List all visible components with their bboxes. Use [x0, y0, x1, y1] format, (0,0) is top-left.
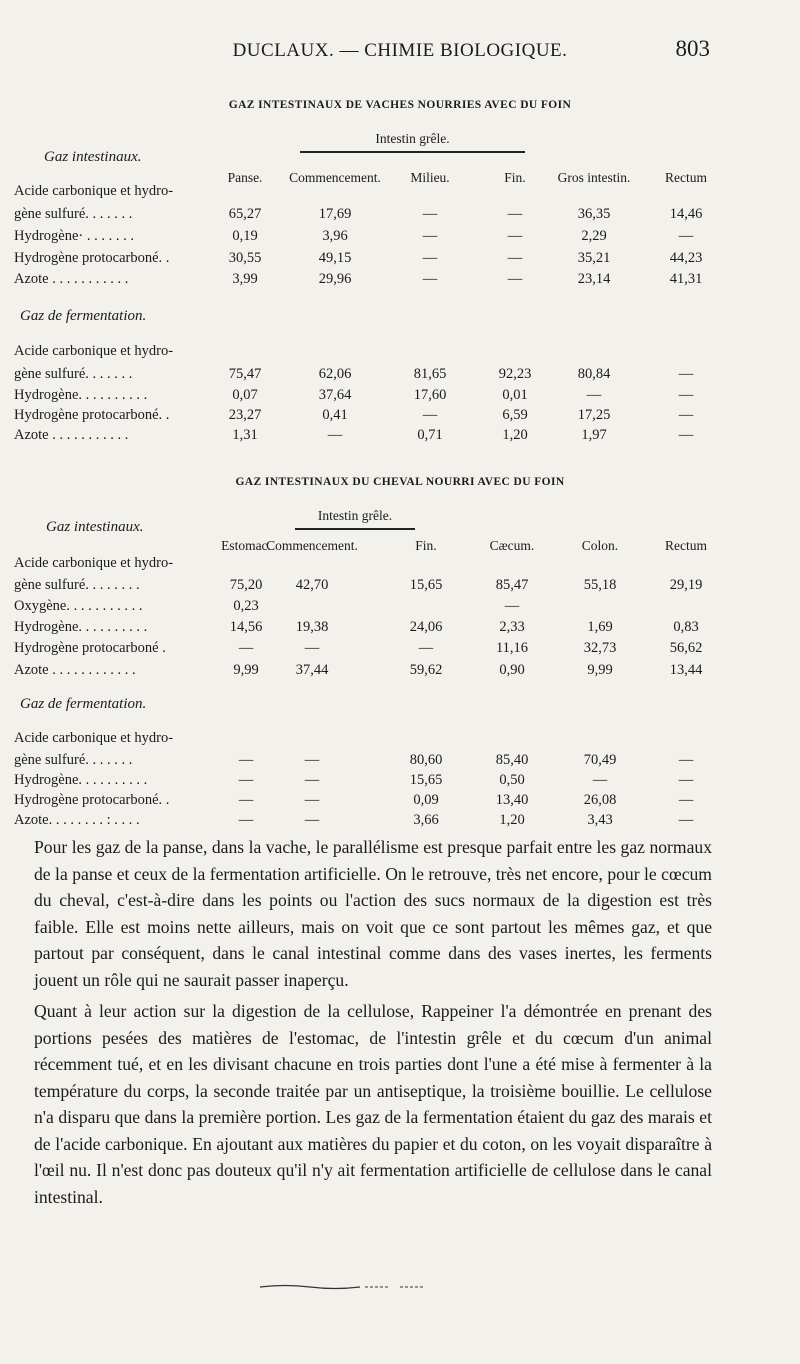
row-label: Acide carbonique et hydro-	[14, 183, 174, 199]
table-cell: 62,06	[318, 366, 352, 382]
table-cell: 41,31	[669, 271, 703, 287]
table-cell: —	[507, 228, 523, 244]
table-cell: 59,62	[409, 662, 443, 678]
row-label: gène sulfuré. . . . . . . .	[14, 577, 140, 593]
row-label: Azote . . . . . . . . . . . .	[14, 662, 136, 678]
table-cell: 11,16	[495, 640, 529, 656]
table-cell: 0,83	[673, 619, 699, 635]
table-cell: —	[418, 640, 434, 656]
row-label: gène sulfuré. . . . . . .	[14, 206, 133, 222]
table-cell: 49,15	[318, 250, 352, 266]
section-label: Gaz de fermentation.	[20, 696, 147, 712]
table-cell: 30,55	[228, 250, 262, 266]
span-label: Intestin grêle.	[317, 508, 393, 523]
table-cell: —	[327, 427, 343, 443]
table-cell: 1,97	[581, 427, 607, 443]
row-label: Acide carbonique et hydro-	[14, 730, 174, 746]
table-cell: 9,99	[233, 662, 259, 678]
column-header: Fin.	[415, 538, 437, 553]
row-label: Hydrogène. . . . . . . . . .	[14, 387, 148, 403]
table-cell: —	[238, 752, 254, 768]
row-label: Hydrogène protocarboné .	[14, 640, 166, 656]
table-cell: 75,47	[228, 366, 262, 382]
table-cell: 44,23	[669, 250, 703, 266]
table-cell: 0,50	[499, 772, 525, 788]
column-header: Rectum	[665, 538, 707, 553]
row-label: Hydrogène. . . . . . . . . .	[14, 772, 148, 788]
row-label: Hydrogène· . . . . . . .	[14, 228, 135, 244]
table-cell: 0,01	[502, 387, 528, 403]
table-cell: —	[238, 772, 254, 788]
table-cell: 36,35	[577, 206, 611, 222]
table-cell: —	[678, 792, 694, 808]
table-cell: 1,31	[232, 427, 258, 443]
table-cell: —	[592, 772, 608, 788]
table-cell: 0,09	[413, 792, 439, 808]
table-cell: 0,23	[233, 598, 259, 614]
section-label: Gaz intestinaux.	[44, 149, 142, 165]
table-cell: —	[678, 387, 694, 403]
table-cell: 2,29	[581, 228, 607, 244]
table-cell: —	[304, 752, 320, 768]
table-cell: 1,69	[587, 619, 613, 635]
table-cell: 70,49	[583, 752, 617, 768]
table-cell: 37,44	[295, 662, 329, 678]
table-cell: —	[678, 407, 694, 423]
table-cell: —	[422, 271, 438, 287]
table-cell: —	[304, 772, 320, 788]
row-label: Azote . . . . . . . . . . .	[14, 271, 129, 287]
table-cell: —	[304, 640, 320, 656]
table-cell: 1,20	[499, 812, 525, 828]
row-label: Acide carbonique et hydro-	[14, 555, 174, 571]
table-cell: 0,71	[417, 427, 443, 443]
table-cell: 3,66	[413, 812, 439, 828]
table-cell: 17,25	[577, 407, 611, 423]
column-header: Fin.	[504, 170, 526, 185]
table-cell: —	[507, 271, 523, 287]
column-header: Milieu.	[410, 170, 450, 185]
table-cell: —	[304, 792, 320, 808]
table-cell: —	[507, 250, 523, 266]
column-header: Estomac.	[221, 538, 271, 553]
table-cell: 13,40	[495, 792, 529, 808]
table-cell: 9,99	[587, 662, 613, 678]
row-label: Hydrogène protocarboné. .	[14, 250, 170, 266]
section-label: Gaz intestinaux.	[46, 519, 144, 535]
table-cell: 19,38	[295, 619, 329, 635]
row-label: Acide carbonique et hydro-	[14, 343, 174, 359]
table-cell: 23,14	[577, 271, 611, 287]
table-cell: 3,43	[587, 812, 613, 828]
span-rule	[295, 528, 415, 530]
paragraph: Pour les gaz de la panse, dans la vache, le parallélisme est presque parfait entre les gaz normaux de la panse et ceux de la fermentation artificielle. On le retrouve, très net encore, pour le cœcum du cheval, c'est-à-dire dans les points ou l'action des sucs normaux de la digestion est très faible. Elle est moins nette ailleurs, mais on voit que ce sont partout les mêmes gaz, et que partout par conséquent, dans le canal intestinal comme dans des vases inertes, les ferments jouent un rôle qui ne saurait passer inaperçu.	[34, 837, 712, 990]
span-label: Intestin grêle.	[375, 131, 450, 146]
ornament-rule	[255, 1283, 455, 1291]
table-cell: 81,65	[413, 366, 447, 382]
table-cell: 14,56	[229, 619, 263, 635]
table-cell: 29,96	[318, 271, 352, 287]
row-label: gène sulfuré. . . . . . .	[14, 366, 133, 382]
table-cell: —	[238, 640, 254, 656]
table-cell: 17,69	[318, 206, 352, 222]
table-cell: 55,18	[583, 577, 617, 593]
table-cell: 3,96	[322, 228, 348, 244]
table-cell: —	[678, 812, 694, 828]
table-cell: 0,19	[232, 228, 258, 244]
table-title: GAZ INTESTINAUX DE VACHES NOURRIES AVEC DU FOIN	[228, 99, 572, 111]
row-label: Azote. . . . . . . . : . . . .	[14, 812, 140, 828]
table-cell: 24,06	[409, 619, 443, 635]
table-cell: —	[678, 772, 694, 788]
span-rule	[300, 151, 525, 153]
column-header: Rectum	[665, 170, 707, 185]
table-cell: 75,20	[229, 577, 263, 593]
table-cell: 0,07	[232, 387, 258, 403]
table-cell: 80,84	[577, 366, 611, 382]
column-header: Cæcum.	[489, 538, 535, 553]
paragraph: Quant à leur action sur la digestion de la cellulose, Rappeiner l'a démontrée en prenant des portions pesées des matières de l'estomac, de l'intestin grêle et du cœcum d'un animal récemment tué, et en les divisant chacune en trois parties dont l'une a été mise à fermenter à la température du corps, la seconde traitée par un antiseptique, la troisième bouillie. Le cellulose n'a disparu que dans la première portion. Les gaz de la fermentation étaient du gaz des marais et de l'acide carbonique. En ajoutant aux matières du papier et du coton, on les voyait disparaître à l'œil nu. Il n'est donc pas douteux qu'il n'y ait fermentation artificielle de cellulose dans le canal intestinal.	[34, 1001, 712, 1207]
table-cell: 56,62	[669, 640, 703, 656]
table-cell: 6,59	[502, 407, 528, 423]
table-cell: 32,73	[583, 640, 617, 656]
row-label: gène sulfuré. . . . . . .	[14, 752, 133, 768]
table-cell: 92,23	[498, 366, 532, 382]
table-cell: —	[422, 206, 438, 222]
table-cell: 80,60	[409, 752, 443, 768]
table-cell: 1,20	[502, 427, 528, 443]
table-cell: 23,27	[228, 407, 262, 423]
table-cell: —	[238, 812, 254, 828]
table-cell: 15,65	[409, 577, 443, 593]
table-cell: —	[504, 598, 520, 614]
table-cell: 3,99	[232, 271, 258, 287]
table-cell: —	[678, 752, 694, 768]
table-cell: —	[304, 812, 320, 828]
page-number: 803	[675, 36, 710, 61]
table-cell: 0,90	[499, 662, 525, 678]
table-cell: —	[586, 387, 602, 403]
table-cell: 0,41	[322, 407, 348, 423]
column-header: Colon.	[581, 538, 619, 553]
table-cell: 14,46	[669, 206, 703, 222]
table-cell: —	[678, 228, 694, 244]
table-cell: 35,21	[577, 250, 611, 266]
row-label: Hydrogène protocarboné. .	[14, 407, 170, 423]
table-cell: 85,47	[495, 577, 529, 593]
table-cell: 2,33	[499, 619, 525, 635]
running-head	[0, 36, 800, 66]
section-label: Gaz de fermentation.	[20, 308, 147, 324]
table-cell: 15,65	[409, 772, 443, 788]
table-cell: —	[422, 228, 438, 244]
table-cell: —	[507, 206, 523, 222]
column-header: Commencement.	[266, 538, 358, 553]
table-cell: 37,64	[318, 387, 352, 403]
table-cell: 26,08	[583, 792, 617, 808]
row-label: Hydrogène protocarboné. .	[14, 792, 170, 808]
table-cell: —	[422, 407, 438, 423]
column-header: Panse.	[227, 170, 263, 185]
running-title: DUCLAUX. — CHIMIE BIOLOGIQUE.	[232, 40, 568, 61]
column-header: Commencement.	[289, 170, 381, 185]
column-header: Gros intestin.	[557, 170, 631, 185]
table-cell: 65,27	[228, 206, 262, 222]
table-cell: 42,70	[295, 577, 329, 593]
body-text	[34, 834, 712, 1210]
table-cell: —	[238, 792, 254, 808]
row-label: Hydrogène. . . . . . . . . .	[14, 619, 148, 635]
table-cell: 13,44	[669, 662, 703, 678]
table-cell: —	[422, 250, 438, 266]
row-label: Azote . . . . . . . . . . .	[14, 427, 129, 443]
table-cell: —	[678, 427, 694, 443]
table-cell: 85,40	[495, 752, 529, 768]
table-title: GAZ INTESTINAUX DU CHEVAL NOURRI AVEC DU FOIN	[235, 476, 565, 488]
table-cell: 17,60	[413, 387, 447, 403]
row-label: Oxygène. . . . . . . . . . .	[14, 598, 143, 614]
table-cell: —	[678, 366, 694, 382]
table-cell: 29,19	[669, 577, 703, 593]
